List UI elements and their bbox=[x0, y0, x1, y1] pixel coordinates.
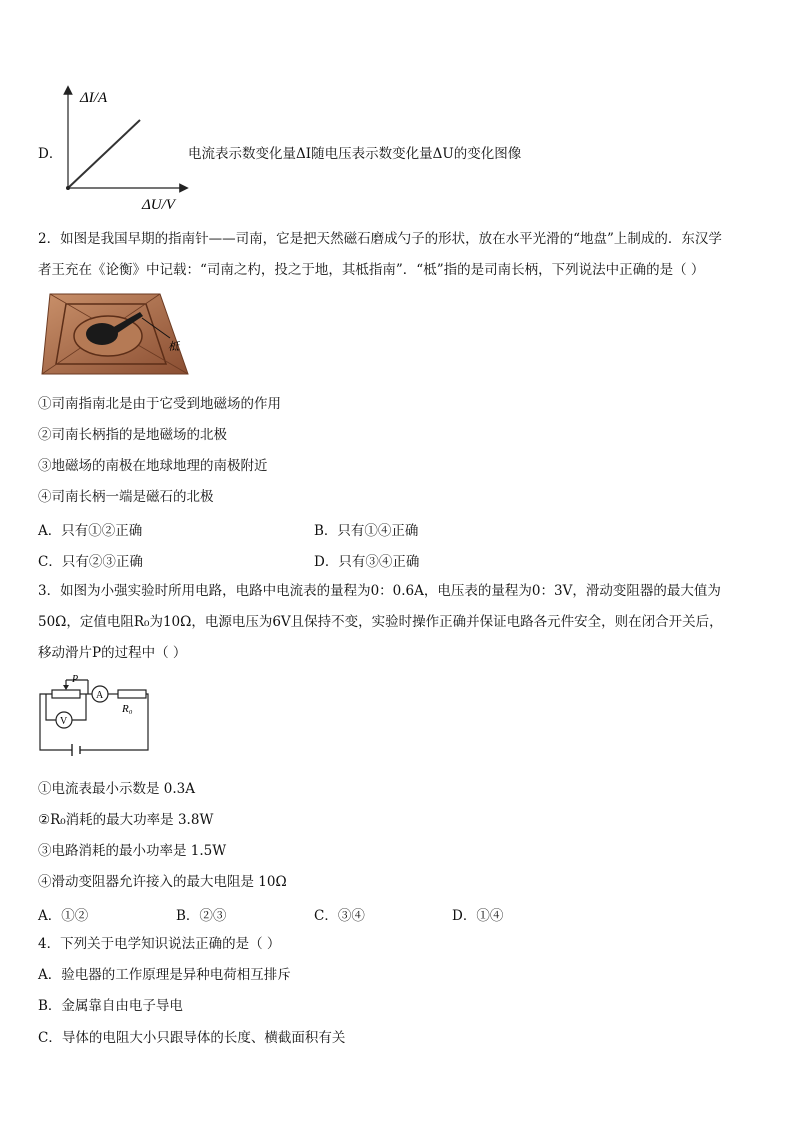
rheostat-slider-arrow bbox=[63, 685, 69, 690]
q3-stem-line-3: 移动滑片P的过程中（ ） bbox=[38, 645, 187, 661]
q2-option-a[interactable]: A．只有①②正确 bbox=[38, 523, 143, 539]
q3-stem-line-2: 50Ω，定值电阻R₀为10Ω，电源电压为6V且保持不变，实验时操作正确并保证电路各元件安全，则在闭合开关后， bbox=[38, 614, 723, 630]
q4-stem: 4．下列关于电学知识说法正确的是（ ） bbox=[38, 936, 281, 952]
slider-p-label: P bbox=[72, 674, 79, 685]
q2-option-d[interactable]: D．只有③④正确 bbox=[314, 554, 420, 570]
q3-stem-line-1: 3．如图为小强实验时所用电路，电路中电流表的量程为0：0.6A，电压表的量程为0：3V，滑动变阻器的最大值为 bbox=[38, 583, 721, 599]
rheostat-resistor bbox=[52, 690, 80, 698]
graph-origin-dot bbox=[66, 186, 70, 190]
q2-stem-line-1: 2．如图是我国早期的指南针——司南，它是把天然磁石磨成勺子的形状，放在水平光滑的“地盘”上制成的．东汉学 bbox=[38, 231, 722, 247]
q2-statement-3: ③地磁场的南极在地球地理的南极附近 bbox=[38, 458, 268, 474]
graph-y-axis-label: ΔI/A bbox=[80, 90, 108, 106]
graph-x-axis-label: ΔU/V bbox=[142, 197, 175, 213]
q3-statement-2: ②R₀消耗的最大功率是 3.8W bbox=[38, 812, 214, 828]
q2-option-b[interactable]: B．只有①④正确 bbox=[314, 523, 419, 539]
q3-statement-1: ①电流表最小示数是 0.3A bbox=[38, 781, 196, 797]
sinan-handle-label: 柢 bbox=[168, 341, 179, 353]
q4-option-a[interactable]: A．验电器的工作原理是异种电荷相互排斥 bbox=[38, 967, 291, 983]
q3-option-c[interactable]: C．③④ bbox=[314, 908, 365, 924]
circuit-diagram bbox=[36, 674, 160, 760]
q2-stem-line-2: 者王充在《论衡》中记载：“司南之杓，投之于地，其柢指南”．“柢”指的是司南长柄，下列说法中正确的是（ ） bbox=[38, 262, 705, 278]
q4-option-c[interactable]: C．导体的电阻大小只跟导体的长度、横截面积有关 bbox=[38, 1030, 346, 1046]
q2-statement-4: ④司南长柄一端是磁石的北极 bbox=[38, 489, 214, 505]
q3-statement-3: ③电路消耗的最小功率是 1.5W bbox=[38, 843, 227, 859]
ammeter-label: A bbox=[96, 690, 104, 701]
q2-option-c[interactable]: C．只有②③正确 bbox=[38, 554, 143, 570]
q3-option-b[interactable]: B．②③ bbox=[176, 908, 227, 924]
q3-option-a[interactable]: A．①② bbox=[38, 908, 89, 924]
q4-option-b[interactable]: B．金属靠自由电子导电 bbox=[38, 998, 183, 1014]
q3-statement-4: ④滑动变阻器允许接入的最大电阻是 10Ω bbox=[38, 874, 287, 890]
voltmeter-label: V bbox=[60, 716, 68, 727]
circuit-wire-right bbox=[80, 694, 148, 750]
q2-statement-1: ①司南指南北是由于它受到地磁场的作用 bbox=[38, 396, 281, 412]
sinan-spoon-bowl bbox=[86, 323, 118, 345]
q1-graph-caption: 电流表示数变化量ΔI随电压表示数变化量ΔU的变化图像 bbox=[188, 146, 522, 162]
graph-proportional-line bbox=[68, 120, 140, 188]
r0-label: R₀ bbox=[122, 703, 133, 715]
q3-option-d[interactable]: D．①④ bbox=[452, 908, 504, 924]
fixed-resistor-r0 bbox=[118, 690, 146, 698]
q2-statement-2: ②司南长柄指的是地磁场的北极 bbox=[38, 427, 227, 443]
q1-option-d-label: D． bbox=[38, 146, 63, 162]
sinan-compass-image bbox=[40, 288, 190, 380]
delta-i-delta-u-graph bbox=[58, 84, 208, 214]
